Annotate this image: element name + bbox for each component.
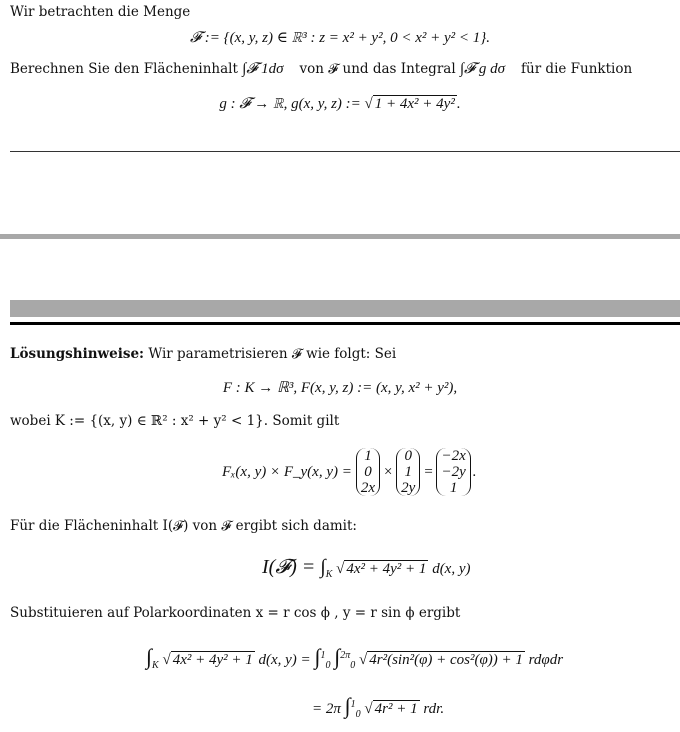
divider-gray bbox=[0, 234, 680, 239]
area-eq-sub: K bbox=[325, 569, 333, 580]
set-definition: 𝓕 := {(x, y, z) ∈ ℝ³ : z = x² + y², 0 < x² + y² < 1}. bbox=[189, 30, 491, 46]
polar-sub-k: K bbox=[152, 660, 159, 671]
polar-line2-end: rdr. bbox=[423, 701, 445, 717]
g-def-left: g : 𝓕 → ℝ, g(x, y, z) := bbox=[219, 96, 365, 112]
equals-sign: = bbox=[423, 463, 434, 480]
cross-left: Fₓ(x, y) × F_y(x, y) = bbox=[222, 463, 352, 480]
area-eq-right: d(x, y) bbox=[432, 561, 471, 577]
lim-lower-1: 0 bbox=[325, 660, 331, 671]
task-compute-line bbox=[10, 60, 632, 78]
area-equation bbox=[262, 556, 471, 580]
polar-line1-end: rdφdr bbox=[528, 652, 564, 668]
lim-upper-1: 1 bbox=[320, 650, 326, 661]
divider-gray-block bbox=[10, 300, 680, 317]
polar-text: Substituieren auf Polarkoordinaten x = r cos ϕ , y = r sin ϕ ergibt bbox=[10, 605, 461, 621]
param-definition: F : K → ℝ³, F(x, y, z) := (x, y, x² + y²), bbox=[222, 380, 458, 396]
divider-black bbox=[10, 322, 680, 325]
k-definition: wobei K := {(x, y) ∈ ℝ² : x² + y² < 1}. Somit gilt bbox=[10, 413, 340, 429]
polar-inner-sqrt: √ 4r²(sin²(φ) + cos²(φ)) + 1 bbox=[359, 652, 523, 668]
polar-line2-sqrt: √ 4r² + 1 bbox=[364, 701, 418, 717]
divider-thin bbox=[10, 151, 680, 152]
vector-1: 1 0 2x bbox=[356, 448, 380, 496]
task-intro: Wir betrachten die Menge bbox=[10, 4, 191, 20]
polar-line2-left: = 2π bbox=[312, 701, 341, 717]
solution-intro-line bbox=[10, 346, 396, 362]
area-eq-left: I(𝓕) = ∫ bbox=[262, 556, 326, 578]
polar-left-end: d(x, y) = bbox=[258, 652, 315, 668]
area-eq-sqrt: √ 4x² + 4y² + 1 bbox=[336, 561, 427, 577]
vector-2: 0 1 2y bbox=[396, 448, 420, 496]
cross-sign: × bbox=[383, 463, 394, 480]
cross-product-equation: Fₓ(x, y) × F_y(x, y) = 1 0 2x × 0 1 2y = −2x −2y 1 . bbox=[222, 448, 477, 496]
polar-line-2: = 2π ∫$^1_0$ √ 4r² + 1 rdr. bbox=[312, 693, 445, 720]
lim-lower-2: 0 bbox=[350, 660, 356, 671]
compute-prefix: Berechnen Sie den Flächeninhalt bbox=[10, 61, 238, 77]
compute-suffix: für die Funktion bbox=[521, 61, 633, 77]
area-text: Für die Flächeninhalt I(𝓕) von 𝓕 ergibt sich damit: bbox=[10, 518, 357, 534]
area-integral: ∫𝓕 1dσ⃗ bbox=[242, 61, 296, 77]
solution-intro: Wir parametrisieren 𝓕 wie folgt: Sei bbox=[148, 346, 397, 362]
lim-upper-3: 1 bbox=[350, 699, 356, 710]
vector-3: −2x −2y 1 bbox=[436, 448, 470, 496]
g-def-sqrt: √ 1 + 4x² + 4y² bbox=[364, 96, 455, 112]
g-definition bbox=[0, 95, 680, 113]
compute-mid: von 𝓕 und das Integral bbox=[299, 61, 456, 77]
g-integral: ∫𝓕 g dσ⃗ bbox=[459, 61, 517, 77]
polar-line-1: $\int_K$ √ 4x² + 4y² + 1 d(x, y) = ∫$^1_0$ ∫$^{2\pi}_0$ √ 4r²(sin²(φ) + cos²(φ)) + 1 rdφdr bbox=[146, 644, 564, 671]
lim-lower-3: 0 bbox=[355, 709, 361, 720]
g-def-end: . bbox=[456, 96, 461, 112]
lim-upper-2pi: 2π bbox=[340, 650, 351, 661]
polar-left-sqrt: √ 4x² + 4y² + 1 bbox=[162, 652, 253, 668]
solution-heading: Lösungshinweise: bbox=[10, 346, 145, 362]
